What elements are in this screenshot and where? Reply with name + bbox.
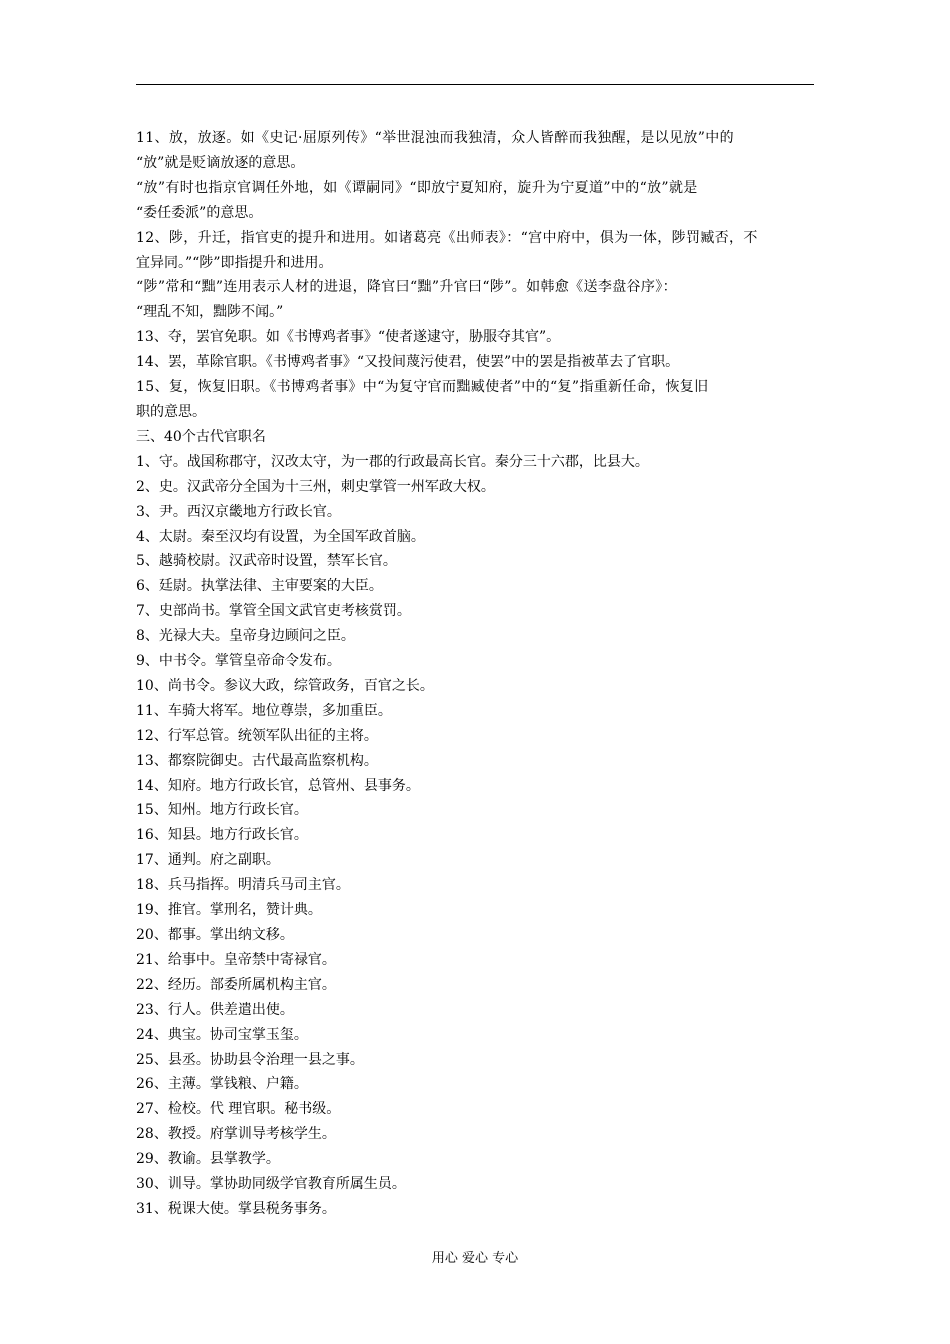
list-item: 8、光禄大夫。皇帝身边顾问之臣。	[136, 628, 355, 645]
list-item: 20、都事。掌出纳文移。	[136, 927, 294, 943]
list-item: 23、行人。供差遣出使。	[136, 1001, 294, 1018]
list-item: 25、县丞。协助县令治理一县之事。	[136, 1051, 364, 1068]
list-item: 12、行军总管。统领军队出征的主将。	[136, 727, 378, 744]
document-body	[136, 126, 816, 1222]
text-line: 14、罢，革除官职。《书博鸡者事》“又投间蔑污使君，使罢”中的罢是指被革去了官职。	[136, 354, 680, 371]
list-item: 4、太尉。秦至汉均有设置，为全国军政首脑。	[136, 528, 425, 545]
list-item: 9、中书令。掌管皇帝命令发布。	[136, 653, 341, 670]
text-line: 15、复，恢复旧职。《书博鸡者事》中“为复守官而黜臧使者”中的“复”指重新任命，恢复旧	[136, 379, 709, 396]
list-item: 10、尚书令。参议大政，综管政务，百官之长。	[136, 677, 434, 694]
list-item: 2、史。汉武帝分全国为十三州，刺史掌管一州军政大权。	[136, 478, 495, 495]
section-heading: 三、40个古代官职名	[136, 428, 266, 445]
list-item: 5、越骑校尉。汉武帝时设置，禁军长官。	[136, 553, 397, 570]
text-line: “陟”常和“黜”连用表示人材的进退，降官曰“黜”升官曰“陟”。如韩愈《送李盘谷序》：	[136, 279, 677, 296]
text-line: 12、陟，升迁，指官吏的提升和进用。如诸葛亮《出师表》：“宫中府中，俱为一体，陟罚臧否，不	[136, 229, 758, 246]
list-item: 24、典宝。协司宝掌玉玺。	[136, 1026, 308, 1043]
text-line: “委任委派”的意思。	[136, 204, 263, 221]
list-item: 21、给事中。皇帝禁中寄禄官。	[136, 951, 336, 968]
header-rule	[136, 84, 814, 85]
list-item: 19、推官。掌刑名，赞计典。	[136, 902, 322, 919]
list-item: 29、教谕。县掌教学。	[136, 1151, 280, 1168]
page-footer: 用心 爱心 专心	[431, 1251, 519, 1266]
text-line: “理乱不知，黜陟不闻。”	[136, 304, 284, 321]
text-line: 11、放，放逐。如《史记·屈原列传》“举世混浊而我独清，众人皆醉而我独醒，是以见放”中的	[136, 130, 734, 146]
text-line: “放”就是贬谪放逐的意思。	[136, 154, 305, 171]
list-item: 11、车骑大将军。地位尊崇，多加重臣。	[136, 702, 392, 719]
list-item: 15、知州。地方行政长官。	[136, 802, 308, 819]
list-item: 27、检校。代 理官职。秘书级。	[136, 1101, 341, 1118]
list-item: 13、都察院御史。古代最高监察机构。	[136, 752, 378, 769]
list-item: 1、守。战国称郡守，汉改太守，为一郡的行政最高长官。秦分三十六郡，比县大。	[136, 453, 649, 470]
text-line: 职的意思。	[136, 403, 206, 420]
list-item: 3、尹。西汉京畿地方行政长官。	[136, 503, 341, 520]
list-item: 28、教授。府掌训导考核学生。	[136, 1126, 336, 1143]
text-line: “放”有时也指京官调任外地，如《谭嗣同》“即放宁夏知府，旋升为宁夏道”中的“放”就是	[136, 179, 698, 196]
list-item: 22、经历。部委所属机构主官。	[136, 976, 336, 993]
list-item: 16、知县。地方行政长官。	[136, 827, 308, 844]
list-item: 7、史部尚书。掌管全国文武官吏考核赏罚。	[136, 603, 411, 620]
list-item: 6、廷尉。执掌法律、主审要案的大臣。	[136, 578, 383, 595]
list-item: 17、通判。府之副职。	[136, 852, 280, 869]
text-line: 13、夺，罢官免职。如《书博鸡者事》“使者遂逮守，胁服夺其官”。	[136, 329, 561, 346]
text-line: 宜异同。”“陟”即指提升和进用。	[136, 254, 333, 271]
list-item: 18、兵马指挥。明清兵马司主官。	[136, 877, 350, 894]
list-item: 31、税课大使。掌县税务事务。	[136, 1200, 336, 1217]
list-item: 30、训导。掌协助同级学官教育所属生员。	[136, 1176, 406, 1193]
list-item: 14、知府。地方行政长官，总管州、县事务。	[136, 777, 420, 794]
list-item: 26、主薄。掌钱粮、户籍。	[136, 1076, 308, 1093]
